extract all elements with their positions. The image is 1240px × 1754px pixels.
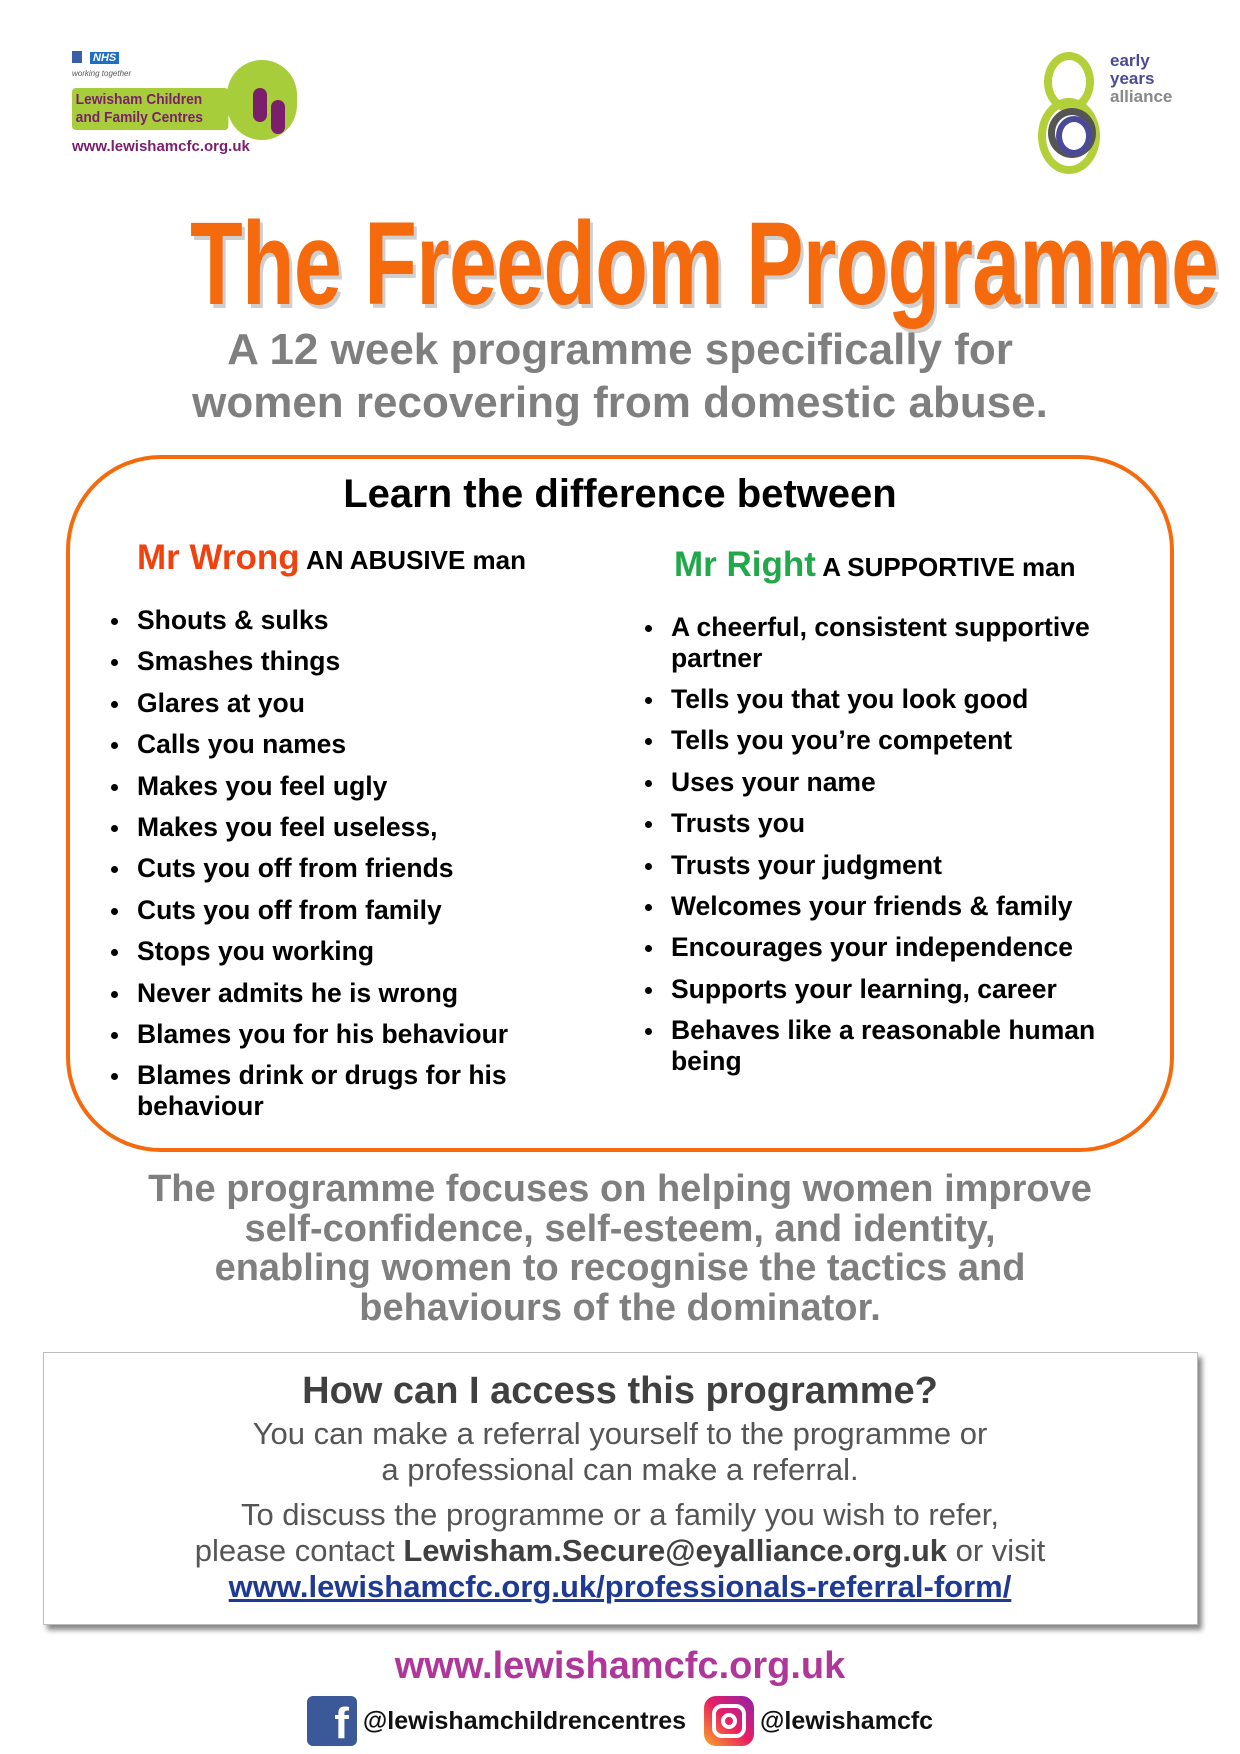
mr-wrong-list [137, 605, 577, 1132]
list-item: Glares at you [137, 688, 577, 729]
contact-email[interactable]: Lewisham.Secure@eyalliance.org.uk [403, 1533, 948, 1568]
facebook-handle[interactable]: @lewishamchildrencentres [362, 1706, 687, 1735]
access-text-1: You can make a referral yourself to the programme or [252, 1416, 988, 1451]
logo-url: www.lewishamcfc.org.uk [72, 138, 250, 155]
list-item: Trusts you [671, 808, 1141, 849]
list-item: Blames you for his behaviour [137, 1019, 577, 1060]
list-item: Tells you that you look good [671, 684, 1141, 725]
social-links [0, 1696, 1240, 1746]
list-item: Uses your name [671, 767, 1141, 808]
access-text-3: To discuss the programme or a family you wish to refer, [240, 1497, 1000, 1532]
facebook-icon[interactable]: f [307, 1696, 357, 1746]
logo-name: Lewisham Children and Family Centres [72, 88, 228, 130]
list-item: Cuts you off from family [137, 895, 577, 936]
mr-right-list [671, 612, 1141, 1087]
list-item: Encourages your independence [671, 932, 1141, 973]
list-item: Tells you you’re competent [671, 725, 1141, 766]
list-item: Stops you working [137, 936, 577, 977]
list-item: Shouts & sulks [137, 605, 577, 646]
list-item: Smashes things [137, 646, 577, 687]
instagram-handle[interactable]: @lewishamcfc [760, 1706, 934, 1735]
footer-website-link[interactable]: www.lewishamcfc.org.uk [394, 1645, 846, 1687]
list-item: Never admits he is wrong [137, 978, 577, 1019]
early-years-alliance-logo: early years alliance [1036, 52, 1186, 177]
access-text-4: please contact Lewisham.Secure@eyalliance.org.uk or visit [194, 1533, 1046, 1568]
access-text-2: a professional can make a referral. [381, 1452, 859, 1487]
footprints-icon [227, 60, 297, 140]
list-item: Calls you names [137, 729, 577, 770]
list-item: Supports your learning, career [671, 974, 1141, 1015]
nhs-badge: NHS [90, 52, 119, 64]
list-item: Makes you feel useless, [137, 812, 577, 853]
list-item: Welcomes your friends & family [671, 891, 1141, 932]
focus-paragraph: The programme focuses on helping women improve self-confidence, self-esteem, and identity, enabling women to recognise the tactics and behaviours of the dominator. [148, 1168, 1092, 1329]
list-item: Behaves like a reasonable human being [671, 1015, 1141, 1087]
referral-form-link[interactable]: www.lewishamcfc.org.uk/professionals-referral-form/ [228, 1569, 1012, 1604]
subtitle-line-2: women recovering from domestic abuse. [192, 378, 1048, 427]
list-item: Makes you feel ugly [137, 771, 577, 812]
subtitle-line-1: A 12 week programme specifically for [227, 325, 1013, 374]
list-item: Trusts your judgment [671, 850, 1141, 891]
lewisham-cfc-logo [72, 48, 312, 158]
instagram-icon[interactable] [704, 1696, 754, 1746]
mr-right-heading: Mr Right A SUPPORTIVE man [674, 545, 1076, 584]
page-title: The Freedom Programme [190, 198, 1219, 330]
list-item: Blames drink or drugs for his behaviour [137, 1060, 557, 1132]
list-item: A cheerful, consistent supportive partner [671, 612, 1141, 684]
comparison-heading: Learn the difference between [343, 472, 897, 516]
list-item: Cuts you off from friends [137, 853, 577, 894]
access-heading: How can I access this programme? [302, 1370, 938, 1412]
crest-icon [72, 51, 82, 63]
mr-wrong-heading: Mr Wrong AN ABUSIVE man [137, 538, 527, 577]
logo-tagline: working together [72, 69, 132, 78]
